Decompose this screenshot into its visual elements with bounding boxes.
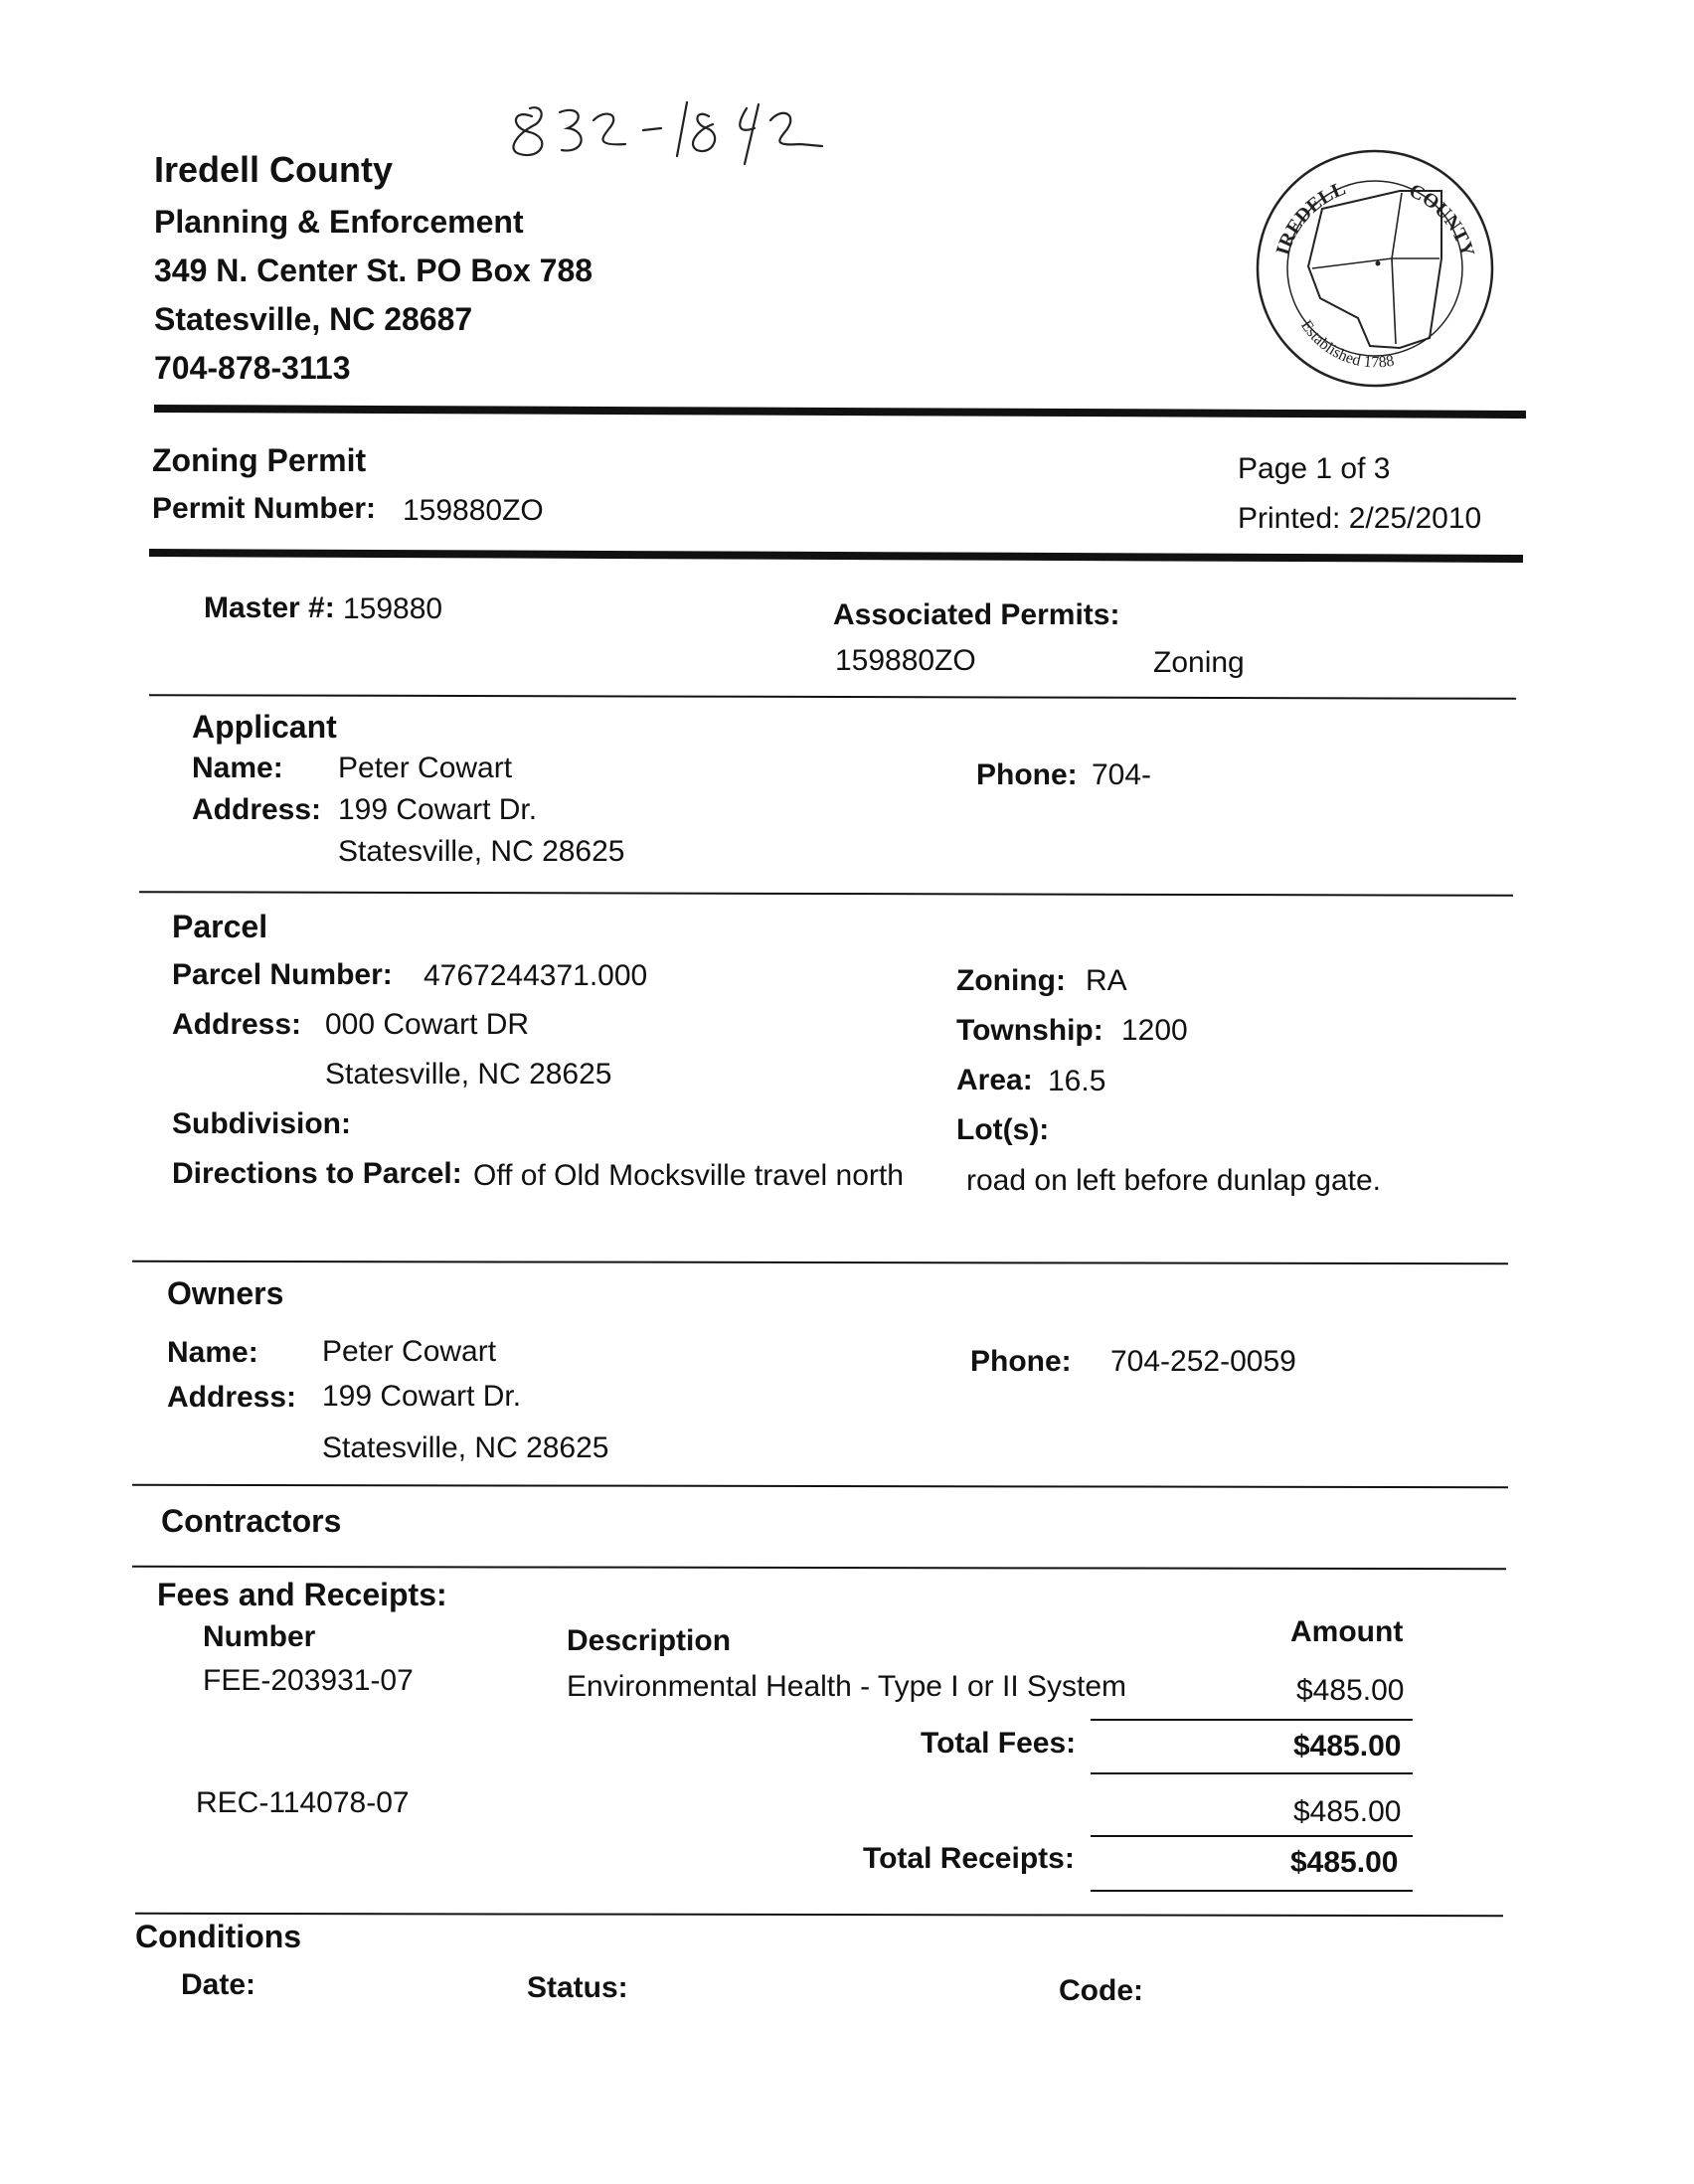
seal-right-text: COUNTY — [1405, 179, 1479, 260]
applicant-phone-label: Phone: — [976, 758, 1078, 791]
agency-city: Statesville, NC 28687 — [154, 301, 473, 337]
permit-number: 159880ZO — [403, 494, 544, 527]
department-name: Planning & Enforcement — [154, 204, 524, 240]
owner-name-label: Name: — [167, 1336, 258, 1369]
total-fees-amount: $485.00 — [1293, 1730, 1402, 1763]
area-value: 16.5 — [1048, 1065, 1106, 1097]
applicant-name-label: Name: — [192, 752, 283, 784]
conditions-status-label: Status: — [527, 1971, 628, 2004]
page-indicator: Page 1 of 3 — [1238, 452, 1391, 485]
svg-text:Established 1788 — [1297, 317, 1396, 371]
township-label: Township: — [956, 1014, 1103, 1047]
fees-divider — [135, 1913, 1503, 1917]
parcel-divider — [132, 1260, 1508, 1264]
fee-amount-underline — [1091, 1719, 1413, 1721]
applicant-heading: Applicant — [192, 709, 337, 745]
applicant-name: Peter Cowart — [338, 752, 513, 784]
seal-bottom-text: Established 1788 — [1297, 317, 1396, 372]
receipt-amount-underline — [1091, 1835, 1413, 1837]
master-label: Master #: — [204, 591, 335, 624]
conditions-heading: Conditions — [135, 1919, 302, 1954]
agency-phone: 704-878-3113 — [154, 350, 351, 386]
owner-address-line1: 199 Cowart Dr. — [322, 1380, 522, 1413]
directions-part1: Off of Old Mocksville travel north — [473, 1159, 904, 1192]
area-label: Area: — [956, 1064, 1033, 1096]
fees-heading: Fees and Receipts: — [157, 1577, 447, 1612]
fee-description: Environmental Health - Type I or II System — [567, 1670, 1127, 1703]
owner-address-label: Address: — [167, 1381, 297, 1414]
parcel-address-label: Address: — [172, 1008, 302, 1041]
conditions-date-label: Date: — [181, 1968, 256, 2001]
agency-street: 349 N. Center St. PO Box 788 — [154, 252, 593, 288]
fees-col-amount: Amount — [1290, 1615, 1404, 1648]
permit-divider — [149, 549, 1523, 563]
applicant-divider — [139, 891, 1513, 897]
permit-number-label: Permit Number: — [152, 492, 377, 525]
county-seal — [1251, 149, 1499, 388]
permit-title: Zoning Permit — [152, 442, 367, 478]
county-name: Iredell County — [154, 149, 394, 190]
total-receipts-underline — [1091, 1890, 1413, 1892]
applicant-address-line2: Statesville, NC 28625 — [338, 835, 625, 868]
applicant-address-line1: 199 Cowart Dr. — [338, 793, 538, 826]
subdivision-label: Subdivision: — [172, 1107, 351, 1140]
handwritten-note — [502, 94, 830, 179]
owner-phone-label: Phone: — [970, 1345, 1072, 1378]
owners-divider — [132, 1484, 1508, 1488]
total-fees-label: Total Fees: — [921, 1727, 1077, 1760]
zoning-value: RA — [1086, 964, 1127, 997]
contractors-divider — [132, 1566, 1506, 1570]
parcel-address-line2: Statesville, NC 28625 — [325, 1058, 612, 1091]
county-seal-image — [1251, 149, 1499, 388]
total-receipts-amount: $485.00 — [1290, 1846, 1399, 1879]
parcel-number: 4767244371.000 — [424, 959, 648, 992]
header-divider — [154, 405, 1526, 419]
associated-permit-type: Zoning — [1153, 646, 1245, 679]
owner-name: Peter Cowart — [322, 1335, 497, 1368]
master-divider — [149, 694, 1516, 700]
receipt-number: REC-114078-07 — [196, 1786, 410, 1819]
township-value: 1200 — [1121, 1014, 1188, 1047]
owners-heading: Owners — [167, 1275, 284, 1311]
fees-col-description: Description — [567, 1624, 732, 1657]
directions-part2: road on left before dunlap gate. — [966, 1164, 1381, 1197]
fee-number: FEE-203931-07 — [203, 1664, 414, 1697]
owner-phone: 704-252-0059 — [1110, 1345, 1296, 1378]
handwriting-image — [502, 94, 830, 174]
applicant-address-label: Address: — [192, 793, 322, 826]
receipt-amount: $485.00 — [1293, 1795, 1402, 1828]
directions-label: Directions to Parcel: — [172, 1157, 462, 1190]
master-number: 159880 — [343, 592, 443, 625]
associated-permits-label: Associated Permits: — [833, 598, 1120, 631]
conditions-code-label: Code: — [1059, 1974, 1143, 2007]
zoning-label: Zoning: — [956, 964, 1066, 997]
fee-amount: $485.00 — [1296, 1674, 1405, 1707]
fees-col-number: Number — [203, 1620, 316, 1653]
parcel-heading: Parcel — [172, 909, 268, 944]
printed-date: Printed: 2/25/2010 — [1238, 502, 1482, 535]
associated-permit-number: 159880ZO — [835, 644, 976, 677]
lots-label: Lot(s): — [956, 1113, 1050, 1146]
seal-top-text: IREDELL — [1271, 177, 1349, 258]
contractors-heading: Contractors — [161, 1503, 342, 1539]
total-receipts-label: Total Receipts: — [863, 1842, 1075, 1875]
applicant-phone: 704- — [1092, 758, 1152, 791]
parcel-address-line1: 000 Cowart DR — [325, 1008, 530, 1041]
owner-address-line2: Statesville, NC 28625 — [322, 1431, 609, 1464]
svg-text:IREDELL — [1271, 178, 1348, 258]
parcel-number-label: Parcel Number: — [172, 958, 393, 991]
total-fees-underline — [1091, 1772, 1413, 1774]
